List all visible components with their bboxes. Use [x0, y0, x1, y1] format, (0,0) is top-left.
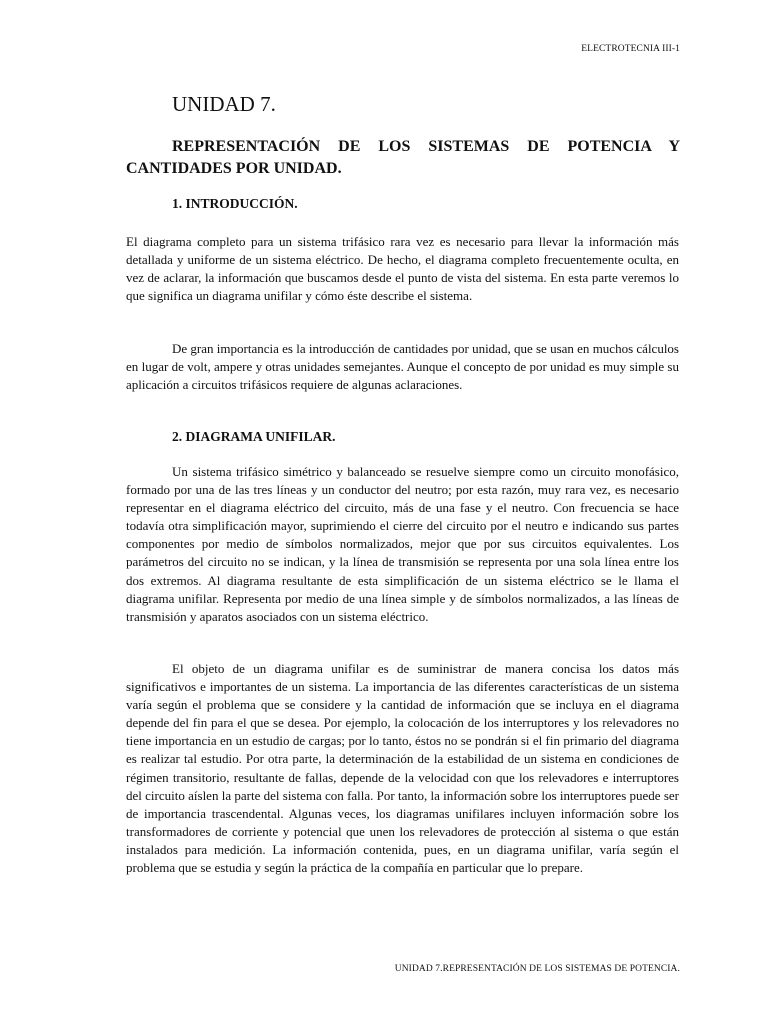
section-heading-diagrama-unifilar: 2. DIAGRAMA UNIFILAR.	[172, 429, 336, 444]
paragraph-unifilar-2: El objeto de un diagrama unifilar es de suministrar de manera concisa los datos más significativos e importantes de un sistema. La importancia de las diferentes características de un sistema varía según el problema que se considere y la cantidad de información que se incluya en el diagrama depende del fin para el que se desea. Por ejemplo, la colocación de los interruptores y los relevadores no tiene importancia en un estudio de cargas; por lo tanto, éstos no se pondrán si el fin primario del diagrama es realizar tal estudio. Por otra parte, la determinación de la estabilidad de un sistema en condiciones de régimen transitorio, resultante de fallas, depende de la velocidad con que los relevadores e interruptores del circuito aíslen la parte del sistema con falla. Por tanto, la información sobre los interruptores puede ser de importancia trascendental. Algunas veces, los diagramas unifilares incluyen información sobre los transformadores de corriente y potencial que unen los relevadores de protección al sistema o que están instalados para medición. La información contenida, pues, en un diagrama unifilar, varía según el problema que se estudia y según la práctica de la compañía en particular que lo prepare.	[126, 661, 679, 876]
main-heading: REPRESENTACIÓN DE LOS SISTEMAS DE POTENCIA Y CANTIDADES POR UNIDAD.	[126, 138, 680, 177]
paragraph-intro-1: El diagrama completo para un sistema trifásico rara vez es necesario para llevar la información más detallada y uniforme de un sistema eléctrico. De hecho, el diagrama completo frecuentemente oculta, en vez de aclarar, la información que buscamos desde el punto de vista del sistema. En esta parte veremos lo que significa un diagrama unifilar y cómo éste describe el sistema.	[126, 234, 679, 304]
running-header: ELECTROTECNIA III-1	[581, 44, 680, 54]
section-heading-introduccion: 1. INTRODUCCIÓN.	[172, 196, 298, 211]
paragraph-intro-2: De gran importancia es la introducción de cantidades por unidad, que se usan en muchos cálculos en lugar de volt, ampere y otras unidades semejantes. Aunque el concepto de por unidad es muy simple su aplicación a circuitos trifásicos requiere de algunas aclaraciones.	[126, 341, 679, 393]
paragraph-unifilar-1: Un sistema trifásico simétrico y balanceado se resuelve siempre como un circuito monofásico, formado por una de las tres líneas y un conductor del neutro; por esta razón, muy rara vez, es necesario representar en el diagrama eléctrico del circuito, más de una fase y el neutro. Con frecuencia se hace todavía otra simplificación mayor, suprimiendo el cierre del circuito por el neutro e indicando sus partes componentes por medio de símbolos normalizados, mejor que por sus circuitos equivalentes. Los parámetros del circuito no se indican, y la línea de transmisión se representa por una sola línea entre los dos extremos. Al diagrama resultante de esta simplificación de un sistema eléctrico se le llama el diagrama unifilar. Representa por medio de una línea simple y de símbolos normalizados, a las líneas de transmisión y aparatos asociados con un sistema eléctrico.	[126, 464, 679, 624]
unit-title: UNIDAD 7.	[172, 92, 276, 116]
running-footer: UNIDAD 7.REPRESENTACIÓN DE LOS SISTEMAS DE POTENCIA.	[394, 964, 680, 974]
